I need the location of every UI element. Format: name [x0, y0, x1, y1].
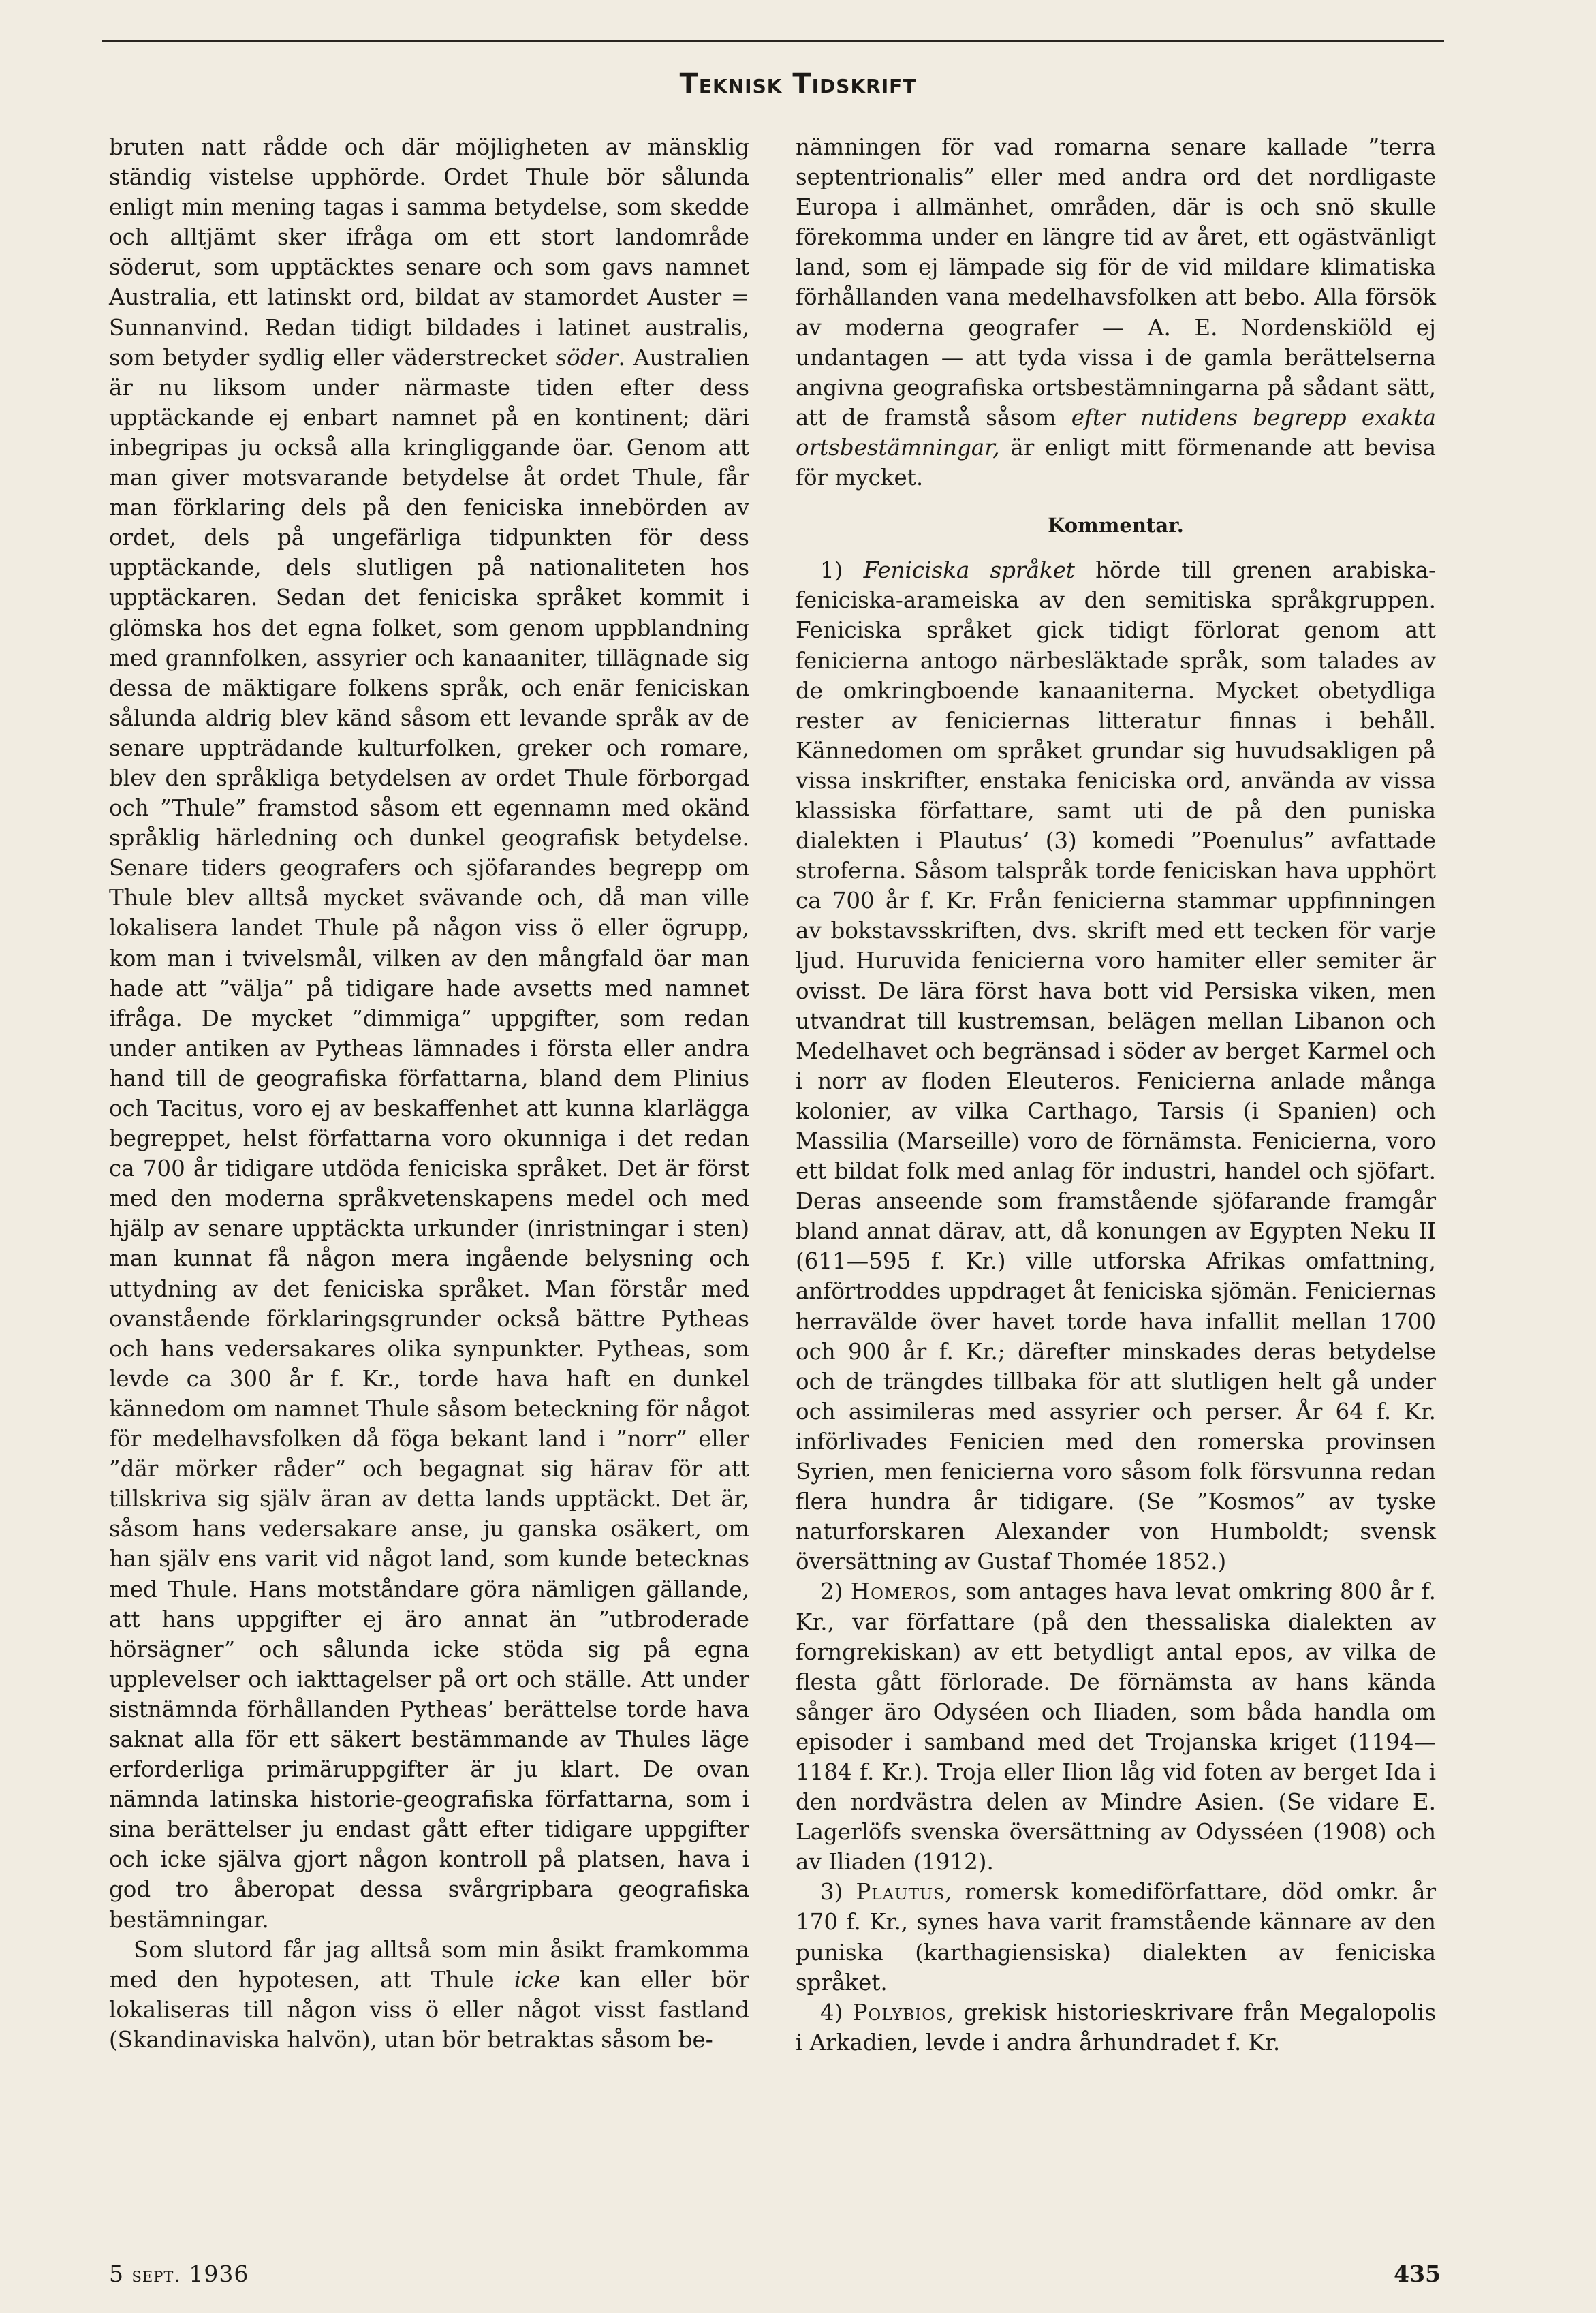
comment-1-term: Feniciska språket	[863, 557, 1075, 584]
comment-1	[796, 555, 1436, 1577]
comment-2-name: Homeros	[850, 1579, 951, 1605]
header-rule	[102, 40, 1444, 42]
right-p1-emphasis: efter nutidens begrepp exakta ortsbestämningar,	[796, 404, 1436, 461]
comment-4	[796, 1998, 1436, 2058]
left-p2-emphasis: icke	[514, 1966, 561, 1993]
comment-3-name: Plautus	[856, 1879, 945, 1906]
left-column	[109, 132, 749, 2055]
left-p2-text-a: Som slutord får jag alltså som min åsikt framkomma med den hypotesen, att Thule	[109, 1936, 749, 1993]
left-paragraph-2	[109, 1935, 749, 2055]
left-p2-text-b: kan eller bör lokaliseras till någon viss ö eller något visst fastland (Skandinaviska halvön), utan bör betraktas såsom be-	[109, 1966, 749, 2053]
right-p1-text-a: nämningen för vad romarna senare kallade ”terra septentrionalis” eller med andra ord det nordligaste Europa i allmänhet, områden, där is och snö skulle förekomma under en längre tid av året, ett ogästvänligt land, som ej lämpade sig för de vid mildare klimatiska förhållanden vana medelhavsfolken att bebo. Alla försök av moderna geografer — A. E. Nordenskiöld ej undantagen — att tyda vissa i de gamla berättelserna angivna geografiska ortsbestämningarna på sådant sätt, att de framstå såsom	[796, 134, 1436, 431]
left-p1-tail: . Australien är nu liksom under närmaste tiden efter dess upptäckande ej enbart namnet på en kontinent; däri inbegripas ju också alla kringliggande öar. Genom att man giver motsvarande betydelse åt ordet Thule, får man förklaring dels på den feniciska innebörden av ordet, dels på ungefärliga tidpunkten för dess upptäckande, dels slutligen på nationaliteten hos upptäckaren. Sedan det feniciska språket kommit i glömska hos det egna folket, som genom uppblandning med grannfolken, assyrier och kanaaniter, tillägnade sig dessa de mäktigare folkens språk, och enär feniciskan sålunda aldrig blev känd såsom ett levande språk av de senare uppträdande kulturfolken, greker och romare, blev den språkliga betydelsen av ordet Thule förborgad och ”Thule” framstod såsom ett egennamn med okänd språklig härledning och dunkel geografisk betydelse. Senare tiders geografers och sjöfarandes begrepp om Thule blev alltså mycket svävande och, då man ville lokalisera landet Thule på någon viss ö eller ögrupp, kom man i tvivelsmål, vilken av den mångfald öar man hade att ”välja” på tidigare hade avsetts med namnet ifråga. De mycket ”dimmiga” uppgifter, som redan under antiken av Pytheas lämnades i första eller andra hand till de geografiska författarna, bland dem Plinius och Tacitus, voro ej av beskaffenhet att kunna klarlägga begreppet, helst författarna voro okunniga i det redan ca 700 år tidigare utdöda feniciska språket. Det är först med den moderna språkvetenskapens medel och med hjälp av senare upptäckta urkunder (inristningar i sten) man kunnat få någon mera ingående belysning och uttydning av det feniciska språket. Man förstår med ovanstående förklaringsgrunder också bättre Pytheas och hans vedersakares olika synpunkter. Pytheas, som levde ca 300 år f. Kr., torde hava haft en dunkel kännedom om namnet Thule såsom beteckning för något för medelhavsfolken då föga bekant land i ”norr” eller ”där mörker råder” och begagnat sig härav för att tillskriva sig själv äran av detta lands upptäckt. Det är, såsom hans vedersakare anse, ju ganska osäkert, om han själv ens varit vid något land, som kunde betecknas med Thule. Hans motståndare göra nämligen gällande, att hans uppgifter ej äro annat än ”utbroderade hörsägner” och sålunda icke stöda sig på egna upplevelser och iakttagelser på ort och ställe. Att under sistnämnda förhållanden Pytheas’ berättelse torde hava saknat alla för ett säkert bestämmande av Thules läge erforderliga primäruppgifter är ju klart. De ovan nämnda latinska historie-geografiska författarna, som i sina berättelser ju endast gått efter tidigare uppgifter och icke själva gjort någon kontroll på platsen, hava i god tro åberopat dessa svårgripbara geografiska bestämningar.	[109, 344, 749, 1933]
comment-3-number: 3)	[820, 1879, 843, 1906]
comment-1-text: hörde till grenen arabiska-feniciska-arameiska av den semitiska språkgruppen. Feniciska språket gick tidigt förlorat genom att fenicierna antogo närbesläktade språk, som talades av de omkringboende kanaaniterna. Mycket obetydliga rester av feniciernas litteratur finnas i behåll. Kännedomen om språket grundar sig huvudsakligen på vissa inskrifter, enstaka feniciska ord, använda av vissa klassiska författare, samt uti de på den puniska dialekten i Plautus’ (3) komedi ”Poenulus” avfattade stroferna. Såsom talspråk torde feniciskan hava upphört ca 700 år f. Kr. Från fenicierna stammar uppfinningen av bokstavsskriften, dvs. skrift med ett tecken för varje ljud. Huruvida fenicierna voro hamiter eller semiter är ovisst. De lära först hava bott vid Persiska viken, men utvandrat till kustremsan, belägen mellan Libanon och Medelhavet och begränsad i söder av berget Karmel och i norr av floden Eleuteros. Fenicierna anlade många kolonier, av vilka Carthago, Tarsis (i Spanien) och Massilia (Marseille) voro de förnämsta. Fenicierna, voro ett bildat folk med anlag för industri, handel och sjöfart. Deras anseende som framstående sjöfarande framgår bland annat därav, att, då konungen av Egypten Neku II (611—595 f. Kr.) ville utforska Afrikas omfattning, anförtroddes uppdraget åt feniciska sjömän. Feniciernas herravälde över havet torde hava infallit mellan 1700 och 900 år f. Kr.; därefter minskades deras betydelse och de trängdes tillbaka för att slutligen helt gå under och assimileras med assyrier och perser. År 64 f. Kr. införlivades Fenicien med den romerska provinsen Syrien, men fenicierna voro såsom folk försvunna redan flera hundra år tidigare. (Se ”Kosmos” av tyske naturforskaren Alexander von Humboldt; svensk översättning av Gustaf Thomée 1852.)	[796, 557, 1436, 1575]
comment-4-number: 4)	[820, 1999, 843, 2025]
comment-3-text: , romersk komediförfattare, död omkr. år 170 f. Kr., synes hava varit framstående kännare av den puniska (karthagiensiska) dialekten av feniciska språket.	[796, 1879, 1436, 1996]
comment-2-number: 2)	[820, 1579, 843, 1605]
issue-day: 5	[109, 2261, 124, 2287]
issue-month: sept.	[131, 2263, 181, 2287]
section-heading: Kommentar.	[1048, 514, 1184, 538]
comment-2	[796, 1577, 1436, 1877]
left-p1-text: bruten natt rådde och där möjligheten av mänsklig ständig vistelse upphörde. Ordet Thule bör sålunda enligt min mening tagas i samma betydelse, som skedde och alltjämt sker ifråga om ett stort landområde söderut, som upptäcktes senare och som gavs namnet Australia, ett latinskt ord, bildat av stamordet Auster = Sunnanvind. Redan tidigt bildades i latinet australis, som betyder sydlig eller väderstrecket	[109, 134, 749, 371]
comment-4-name: Polybios	[852, 1999, 947, 2025]
issue-date	[109, 2261, 249, 2287]
left-paragraph-1	[109, 132, 749, 1935]
right-paragraph-1	[796, 132, 1436, 493]
comment-2-text: , som antages hava levat omkring 800 år f. Kr., var författare (på den thessaliska dialekten av forngrekiskan) av ett betydligt antal epos, av vilka de flesta gått förlorade. De förnämsta av hans kända sånger äro Odyséen och Iliaden, som båda handla om episoder i samband med det Trojanska kriget (1194—1184 f. Kr.). Troja eller Ilion låg vid foten av berget Ida i den nordvästra delen av Mindre Asien. (Se vidare E. Lagerlöfs svenska översättning av Odysséen (1908) och av Iliaden (1912).	[796, 1579, 1436, 1876]
running-header: Teknisk Tidskrift	[679, 68, 917, 99]
comment-4-text: , grekisk historieskrivare från Megalopolis i Arkadien, levde i andra århundradet f. Kr.	[796, 1999, 1436, 2055]
comment-1-number: 1)	[820, 557, 843, 584]
issue-year: 1936	[189, 2261, 249, 2287]
page-number: 435	[1394, 2261, 1441, 2287]
comment-3	[796, 1877, 1436, 1997]
right-column	[796, 132, 1436, 2058]
left-p1-emphasis: söder	[555, 344, 619, 371]
right-p1-text-b: är enligt mitt förmenande att bevisa för mycket.	[796, 434, 1436, 491]
